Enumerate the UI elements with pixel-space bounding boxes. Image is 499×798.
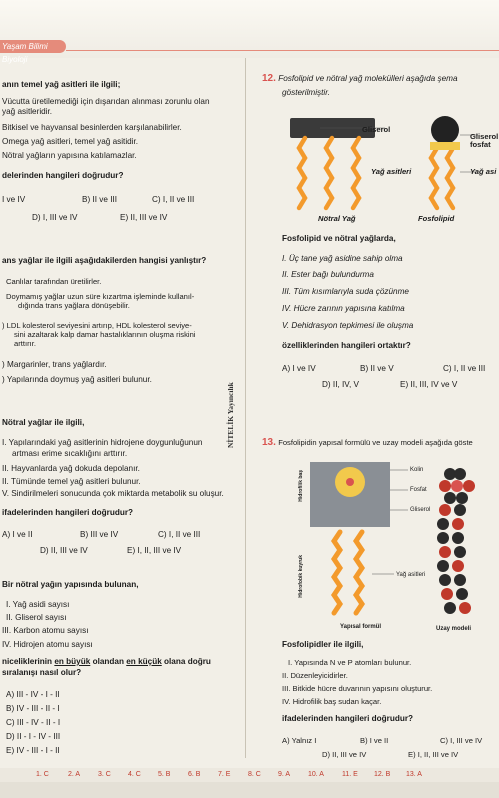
option[interactable]: A) I ve IV xyxy=(282,364,316,373)
question-title: anın temel yağ asitleri ile ilgili; xyxy=(2,80,121,89)
question-title: Bir nötral yağın yapısında bulunan, xyxy=(2,580,139,589)
option[interactable]: E) IV - III - I - II xyxy=(6,746,60,755)
option[interactable]: C) I, II ve III xyxy=(158,530,201,539)
statement: III. Tüm kısımlarıyla suda çözünme xyxy=(282,287,409,296)
label-yag-asitleri: Yağ asitleri xyxy=(396,572,426,578)
publisher-brand: NİTELİK Yayıncılık xyxy=(226,382,235,448)
label-hidrofobik: Hidrofobik kuyruk xyxy=(298,555,304,598)
answer-item: 8. C xyxy=(248,771,261,778)
option[interactable]: E) II, III, IV ve V xyxy=(400,380,458,389)
option[interactable]: C) I, II ve III xyxy=(152,195,195,204)
question-prompt: sıralanışı nasıl olur? xyxy=(2,668,82,677)
answer-item: 4. C xyxy=(128,771,141,778)
option[interactable]: B) IV - III - II - I xyxy=(6,704,60,713)
statement: V. Dehidrasyon tepkimesi ile oluşma xyxy=(282,321,414,330)
question-prompt: niceliklerinin en büyük olandan en küçük olana doğru xyxy=(2,657,211,666)
option[interactable]: D) II, III ve IV xyxy=(40,546,88,555)
statement: III. Bitkide hücre duvarının yapısını oluşturur. xyxy=(282,684,433,693)
label-uzay-modeli: Uzay modeli xyxy=(436,626,472,632)
option[interactable]: B) III ve IV xyxy=(80,530,119,539)
statement: II. Tümünde temel yağ asitleri bulunur. xyxy=(2,477,141,486)
question-subtitle: Fosfolipid ve nötral yağlarda, xyxy=(282,234,396,243)
question-text: Vücutta üretilemediği için dışarıdan alınması zorunlu olan xyxy=(2,97,210,106)
option[interactable]: A) I ve II xyxy=(2,530,33,539)
option[interactable]: B) II ve III xyxy=(82,195,118,204)
answer-item: 1. C xyxy=(36,771,49,778)
option[interactable]: A) III - IV - I - II xyxy=(6,690,60,699)
statement: IV. Hücre zarının yapısına katılma xyxy=(282,304,405,313)
option[interactable]: E) II, III ve IV xyxy=(120,213,168,222)
option-cont: dığında trans yağlara dönüşebilir. xyxy=(18,301,130,310)
statement: II. Hayvanlarda yağ dokuda depolanır. xyxy=(2,464,140,473)
label-yapisal-formul: Yapısal formül xyxy=(340,624,382,630)
question-title: ans yağlar ile ilgili aşağıdakilerden hangisi yanlıştır? xyxy=(2,256,207,265)
option[interactable]: D) II - I - IV - III xyxy=(6,732,61,741)
question-subtitle: Fosfolipidler ile ilgili, xyxy=(282,640,364,649)
question-stem: 13. Fosfolipidin yapısal formülü ve uzay modeli aşağıda göste xyxy=(262,437,473,448)
option[interactable]: B) I ve II xyxy=(360,736,389,745)
label-fosfat: Fosfat xyxy=(410,487,427,493)
column-divider xyxy=(245,58,246,758)
statement: Nötral yağların yapısına katılamazlar. xyxy=(2,151,137,160)
answer-item: 11. E xyxy=(342,771,358,778)
label-yag-asitleri: Yağ asitleri xyxy=(371,167,412,176)
question-stem: 12. Fosfolipid ve nötral yağ molekülleri aşağıda şema xyxy=(262,73,458,84)
option[interactable]: D) II, III ve IV xyxy=(322,750,367,759)
statement: IV. Hidrojen atomu sayısı xyxy=(2,640,93,649)
tail-formula xyxy=(334,532,362,613)
answer-key xyxy=(0,768,499,782)
statement: III. Karbon atomu sayısı xyxy=(2,626,89,635)
option[interactable]: E) I, II, III ve IV xyxy=(127,546,182,555)
option[interactable]: D) I, III ve IV xyxy=(32,213,78,222)
option[interactable]: Doymamış yağlar uzun süre kızartma işleminde kullanıl- xyxy=(6,292,195,301)
answer-item: 3. C xyxy=(98,771,111,778)
option-cont: arttırır. xyxy=(14,339,36,348)
label-fosfolipid: Fosfolipid xyxy=(418,214,455,223)
label-yag-asitleri-2: Yağ asi xyxy=(470,167,497,176)
answer-item: 10. A xyxy=(308,771,324,778)
statement: I. Yapısında N ve P atomları bulunur. xyxy=(288,658,412,667)
answer-item: 9. A xyxy=(278,771,291,778)
page-footer xyxy=(0,782,499,798)
question-title: Nötral yağlar ile ilgili, xyxy=(2,418,85,427)
option[interactable]: I ve IV xyxy=(2,195,26,204)
label-hidrofilik: Hidrofilik baş xyxy=(298,470,304,502)
option[interactable]: ) Yapılarında doymuş yağ asitleri bulunur. xyxy=(2,375,152,384)
statement: Bitkisel ve hayvansal besinlerden karşılanabilirler. xyxy=(2,123,182,132)
answer-item: 2. A xyxy=(68,771,81,778)
phosphate-head xyxy=(431,116,459,144)
option[interactable]: D) II, IV, V xyxy=(322,380,360,389)
statement: I. Yağ asidi sayısı xyxy=(6,600,70,609)
label-gliserol-fosfat: Gliserol fosfat xyxy=(470,132,499,149)
space-model xyxy=(437,468,475,614)
statement: IV. Hidrofilik baş sudan kaçar. xyxy=(282,697,382,706)
statement: I. Yapılarındaki yağ asitlerinin hidrojene doygunluğunun xyxy=(2,438,203,447)
statement: V. Sindirilmeleri sonucunda çok miktarda metabolik su oluşur. xyxy=(2,489,224,498)
question-prompt: ifadelerinden hangileri doğrudur? xyxy=(2,508,134,517)
label-notral-yag: Nötral Yağ xyxy=(318,214,356,223)
answer-item: 12. B xyxy=(374,771,391,778)
option[interactable]: E) I, II, III ve IV xyxy=(408,750,459,759)
phospholipid-model xyxy=(310,462,499,632)
answer-item: 13. A xyxy=(406,771,422,778)
question-prompt: özelliklerinden hangileri ortaktır? xyxy=(282,341,411,350)
option[interactable]: ) LDL kolesterol seviyesini artırıp, HDL kolesterol seviye- xyxy=(2,321,192,330)
label-gliserol: Gliserol xyxy=(362,125,391,134)
answer-item: 6. B xyxy=(188,771,201,778)
option[interactable]: C) III - IV - II - I xyxy=(6,718,61,727)
label-gliserol: Gliserol xyxy=(410,507,431,513)
option[interactable]: Canlılar tarafından üretilirler. xyxy=(6,277,102,286)
question-prompt: delerinden hangileri doğrudur? xyxy=(2,171,124,180)
phosphate-band xyxy=(430,142,460,150)
statement: II. Düzenleyicidirler. xyxy=(282,671,348,680)
question-prompt: ifadelerinden hangileri doğrudur? xyxy=(282,714,414,723)
statement: II. Ester bağı bulundurma xyxy=(282,270,374,279)
question-stem-cont: gösterilmiştir. xyxy=(282,88,330,97)
subject-label: Yaşam Bilimi Biyoloji xyxy=(0,40,66,53)
answer-item: 7. E xyxy=(218,771,231,778)
header-rule xyxy=(66,50,499,51)
question-text: yağ asitleridir. xyxy=(2,107,53,116)
option[interactable]: C) I, II ve III xyxy=(443,364,486,373)
option[interactable]: C) I, III ve IV xyxy=(440,736,483,745)
statement: II. Gliserol sayısı xyxy=(6,613,67,622)
statement-cont: artması erime sıcaklığını arttırır. xyxy=(12,449,128,458)
option[interactable]: B) II ve V xyxy=(360,364,394,373)
statement: I. Üç tane yağ asidine sahip olma xyxy=(282,254,403,263)
option[interactable]: ) Margarinler, trans yağlardır. xyxy=(2,360,107,369)
statement: Omega yağ asitleri, temel yağ asitidir. xyxy=(2,137,139,146)
option[interactable]: A) Yalnız I xyxy=(282,736,317,745)
answer-item: 5. B xyxy=(158,771,171,778)
label-kolin: Kolin xyxy=(410,467,424,473)
option-cont: sini azaltarak kalp damar hastalıklarının oluşma riskini xyxy=(14,330,196,339)
